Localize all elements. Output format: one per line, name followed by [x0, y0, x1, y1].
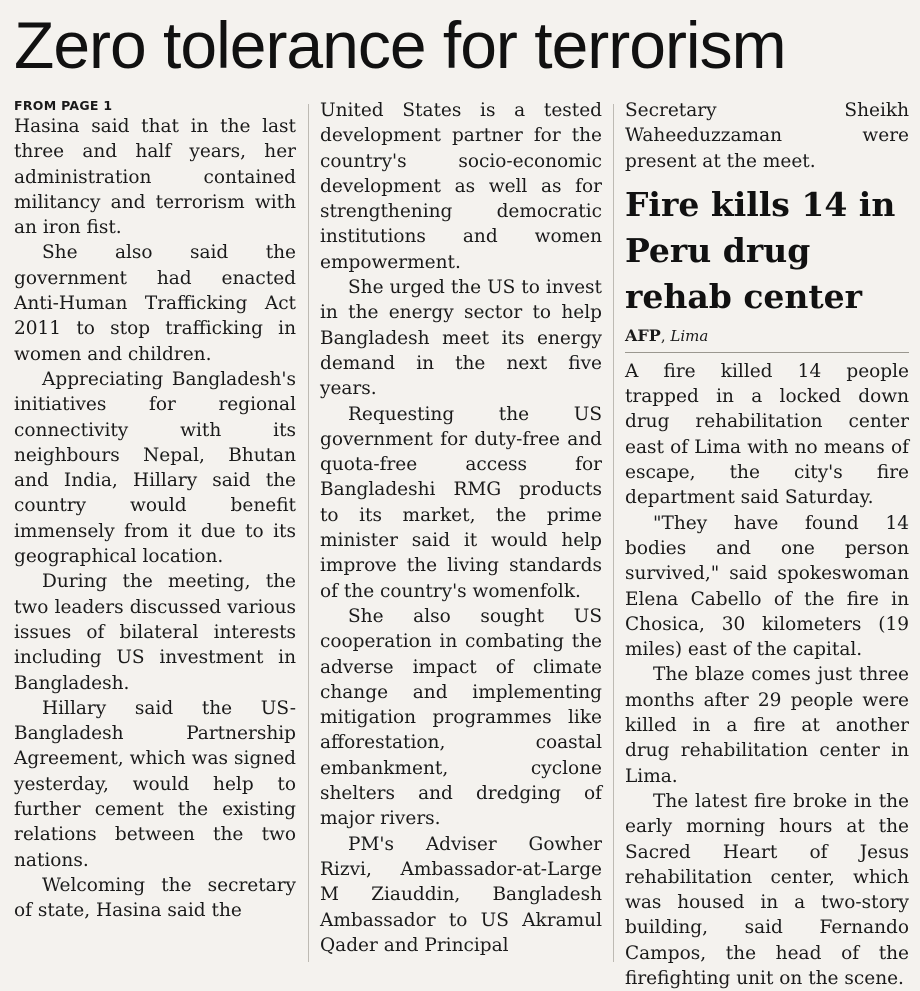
- paragraph: The blaze comes just three months after 29 people were killed in a fire at another drug rehabilitation center in Lima.: [625, 664, 909, 787]
- byline-place: Lima: [670, 326, 709, 345]
- column-rule-1: [308, 104, 309, 962]
- paragraph: She also sought US cooperation in combating the adverse impact of climate change and implementing mitigation programmes like afforestation, coastal embankment, cyclone shelters and dredging of major rivers.: [320, 605, 602, 830]
- main-headline: Zero tolerance for terrorism: [14, 8, 786, 82]
- paragraph: She urged the US to invest in the energy sector to help Bangladesh meet its energy demand in the next five years.: [320, 277, 602, 400]
- paragraph: "They have found 14 bodies and one person survived," said spokeswoman Elena Cabello of the fire in Chosica, 30 kilometers (19 miles) east of the capital.: [625, 512, 909, 661]
- side-story-headline: Fire kills 14 in Peru drug rehab center: [625, 184, 896, 316]
- paragraph: PM's Adviser Gowher Rizvi, Ambassador-at-Large M Ziauddin, Bangladesh Ambassador to US Akramul Qader and Principal: [320, 833, 602, 956]
- paragraph: Appreciating Bangladesh's initiatives for regional connectivity with its neighbours Nepal, Bhutan and India, Hillary said the country would benefit immensely from it due to its geographical location.: [14, 368, 296, 568]
- paragraph: A fire killed 14 people trapped in a locked down drug rehabilitation center east of Lima with no means of escape, the city's fire department said Saturday.: [625, 360, 909, 509]
- paragraph: Secretary Sheikh Waheeduzzaman were present at the meet.: [625, 100, 909, 172]
- paragraph: Hasina said that in the last three and half years, her administration contained militancy and terrorism with an iron fist.: [14, 116, 296, 239]
- paragraph: The latest fire broke in the early morning hours at the Sacred Heart of Jesus rehabilitation center, which was housed in a two-story building, said Fernando Campos, the head of the firefighting unit on the scene.: [625, 790, 909, 990]
- byline-agency: AFP: [625, 325, 661, 345]
- paragraph: During the meeting, the two leaders discussed various issues of bilateral interests including US investment in Bangladesh.: [14, 571, 296, 694]
- paragraph: United States is a tested development partner for the country's socio-economic development as well as for strengthening democratic institutions and women empowerment.: [320, 100, 602, 273]
- column-3: [625, 98, 909, 990]
- paragraph: Requesting the US government for duty-free and quota-free access for Bangladeshi RMG products to its market, the prime minister said it would help improve the living standards of the country's womenfolk.: [320, 403, 602, 602]
- paragraph: Welcoming the secretary of state, Hasina said the: [14, 874, 296, 922]
- column-2: [320, 98, 602, 964]
- paragraph: She also said the government had enacted Anti-Human Trafficking Act 2011 to stop trafficking in women and children.: [14, 242, 296, 365]
- column-rule-2: [613, 104, 614, 962]
- kicker-from-page-1: FROM PAGE 1: [14, 98, 113, 113]
- paragraph: Hillary said the US-Bangladesh Partnership Agreement, which was signed yesterday, would help to further cement the existing relations between the two nations.: [14, 697, 296, 871]
- byline: AFP, Lima: [625, 326, 909, 353]
- column-1: [14, 98, 296, 964]
